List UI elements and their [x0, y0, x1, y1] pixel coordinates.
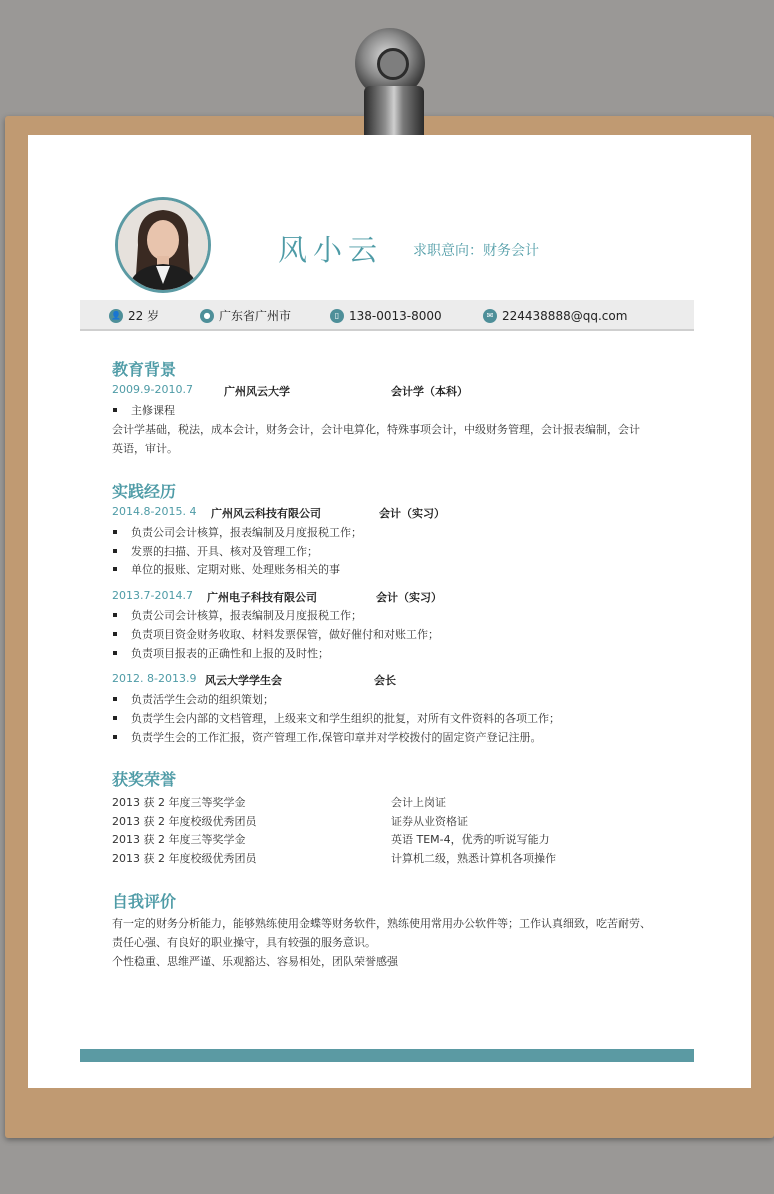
practice-title: 实践经历 — [112, 482, 177, 501]
self-line-2: 责任心强、有良好的职业操守，具有较强的服务意识。 — [112, 936, 376, 949]
job-duty: 负责活学生会动的组织策划； — [113, 691, 274, 707]
award-left: 2013 获 2 年度校级优秀团员 — [112, 852, 257, 865]
education-major: 会计学（本科） — [391, 385, 468, 398]
award-left: 2013 获 2 年度校级优秀团员 — [112, 815, 257, 828]
bottom-accent-bar — [80, 1049, 694, 1062]
email-text: 224438888@qq.com — [502, 308, 628, 323]
job-duty: 单位的报账、定期对账、处理账务相关的事 — [113, 561, 340, 577]
job-company: 广州风云科技有限公司 — [211, 507, 321, 520]
phone-icon: ▯ — [330, 309, 344, 323]
phone-text: 138-0013-8000 — [349, 308, 442, 323]
portrait-image — [118, 200, 208, 290]
job-date: 2013.7-2014.7 — [112, 589, 193, 602]
job-date: 2012. 8-2013.9 — [112, 672, 197, 685]
award-right: 证券从业资格证 — [391, 815, 468, 828]
courses-line-1: 会计学基础，税法，成本会计，财务会计，会计电算化，特殊事项会计，中级财务管理，会计报表编制，会计 — [112, 423, 640, 436]
job-role: 会计（实习） — [379, 507, 445, 520]
email-icon: ✉ — [483, 309, 497, 323]
self-title: 自我评价 — [112, 892, 177, 911]
info-bar — [80, 300, 694, 331]
job-intent: 求职意向：财务会计 — [413, 243, 539, 259]
award-right: 会计上岗证 — [391, 796, 446, 809]
award-left: 2013 获 2 年度三等奖学金 — [112, 833, 246, 846]
job-duty: 负责项目报表的正确性和上报的及时性； — [113, 645, 329, 661]
info-age — [109, 300, 159, 331]
job-duty: 发票的扫描、开具、核对及管理工作； — [113, 543, 318, 559]
info-location — [200, 300, 291, 331]
courses-line-2: 英语，审计。 — [112, 442, 178, 455]
candidate-name: 风小云 — [278, 233, 384, 267]
job-duty: 负责学生会的工作汇报，资产管理工作,保管印章并对学校拨付的固定资产登记注册。 — [113, 729, 542, 745]
award-right: 计算机二级，熟悉计算机各项操作 — [391, 852, 556, 865]
education-school: 广州风云大学 — [224, 385, 290, 398]
info-email — [483, 300, 627, 331]
education-date: 2009.9-2010.7 — [112, 383, 193, 396]
info-phone — [330, 300, 442, 331]
age-text: 22 岁 — [128, 309, 160, 323]
job-duty: 负责公司会计核算，报表编制及月度报税工作； — [113, 607, 362, 623]
job-company: 广州电子科技有限公司 — [207, 591, 317, 604]
self-line-3: 个性稳重、思维严谨、乐观豁达、容易相处，团队荣誉感强 — [112, 955, 398, 968]
job-role: 会计（实习） — [376, 591, 442, 604]
job-company: 风云大学学生会 — [205, 674, 282, 687]
avatar — [115, 197, 211, 293]
job-role: 会长 — [374, 674, 396, 687]
self-line-1: 有一定的财务分析能力，能够熟练使用金蝶等财务软件，熟练使用常用办公软件等；工作认真细致，吃苦耐劳、 — [112, 917, 651, 930]
job-date: 2014.8-2015. 4 — [112, 505, 197, 518]
awards-title: 获奖荣誉 — [112, 770, 177, 789]
location-pin-icon: ● — [200, 309, 214, 323]
job-duty: 负责项目资金财务收取、材料发票保管，做好催付和对账工作； — [113, 626, 439, 642]
location-text: 广东省广州市 — [219, 309, 292, 323]
job-duty: 负责公司会计核算，报表编制及月度报税工作； — [113, 524, 362, 540]
award-right: 英语 TEM-4，优秀的听说写能力 — [391, 833, 550, 846]
person-icon: 👤 — [109, 309, 123, 323]
education-title: 教育背景 — [112, 360, 177, 379]
award-left: 2013 获 2 年度三等奖学金 — [112, 796, 246, 809]
course-heading: 主修课程 — [113, 402, 175, 418]
job-duty: 负责学生会内部的文档管理，上级来文和学生组织的批复，对所有文件资料的各项工作； — [113, 710, 560, 726]
